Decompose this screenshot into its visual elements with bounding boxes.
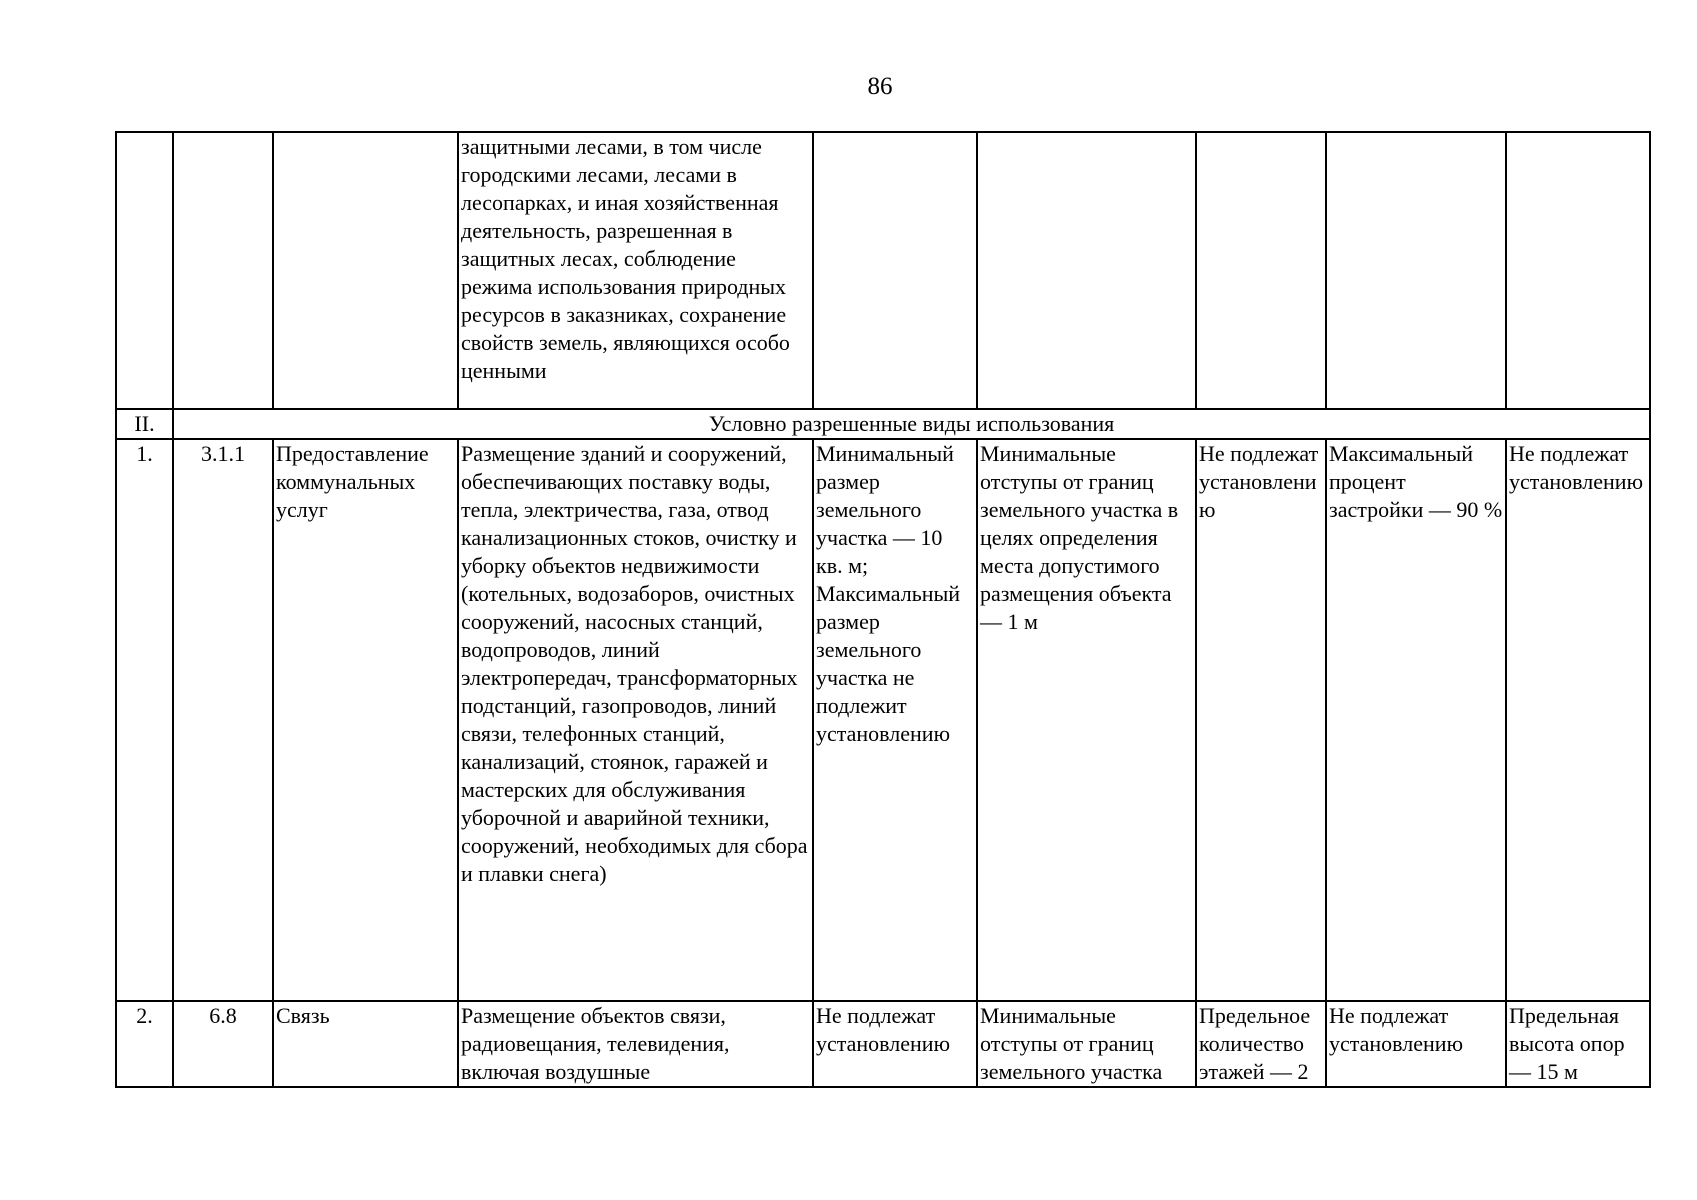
cell-floors: Не подлежат установлению <box>1196 439 1326 1001</box>
cell-name <box>273 132 458 409</box>
cell-setbacks: Минимальные отступы от границ земельного участка в целях определения места допустимого размещения объекта — 1 м <box>977 439 1196 1001</box>
cell-code: 3.1.1 <box>173 439 273 1001</box>
table-row-continuation <box>116 132 1650 409</box>
cell-name: Связь <box>273 1001 458 1087</box>
land-use-table <box>115 131 1651 1088</box>
cell-name: Предоставление коммунальных услуг <box>273 439 458 1001</box>
page-number: 86 <box>867 73 893 100</box>
cell-plot-size <box>813 132 977 409</box>
table-row <box>116 1001 1650 1087</box>
cell-setbacks: Минимальные отступы от границ земельного участка <box>977 1001 1196 1087</box>
table-row <box>116 439 1650 1001</box>
cell-other: Предельная высота опор — 15 м <box>1506 1001 1650 1087</box>
cell-floors: Предельное количество этажей — 2 <box>1196 1001 1326 1087</box>
cell-code: 6.8 <box>173 1001 273 1087</box>
cell-floors <box>1196 132 1326 409</box>
section-number: II. <box>116 409 173 439</box>
cell-plot-size: Не подлежат установлению <box>813 1001 977 1087</box>
cell-number <box>116 132 173 409</box>
cell-number: 1. <box>116 439 173 1001</box>
cell-description: Размещение объектов связи, радиовещания, телевидения, включая воздушные <box>458 1001 813 1087</box>
cell-number: 2. <box>116 1001 173 1087</box>
cell-plot-size: Минимальный размер земельного участка — 10 кв. м; Максимальный размер земельного участка не подлежит установлению <box>813 439 977 1001</box>
cell-description: Размещение зданий и сооружений, обеспечивающих поставку воды, тепла, электричества, газа, отвод канализационных стоков, очистку и уборку объектов недвижимости (котельных, водозаборов, очистных сооружений, насосных станций, водопроводов, линий электропередач, трансформаторных подстанций, газопроводов, линий связи, телефонных станций, канализаций, стоянок, гаражей и мастерских для обслуживания уборочной и аварийной техники, сооружений, необходимых для сбора и плавки снега) <box>458 439 813 1001</box>
section-header-row <box>116 409 1650 439</box>
cell-coverage: Максимальный процент застройки — 90 % <box>1326 439 1506 1001</box>
cell-coverage: Не подлежат установлению <box>1326 1001 1506 1087</box>
cell-other <box>1506 132 1650 409</box>
section-title: Условно разрешенные виды использования <box>173 409 1650 439</box>
cell-setbacks <box>977 132 1196 409</box>
cell-coverage <box>1326 132 1506 409</box>
cell-other: Не подлежат установлению <box>1506 439 1650 1001</box>
cell-code <box>173 132 273 409</box>
cell-description: защитными лесами, в том числе городскими лесами, лесами в лесопарках, и иная хозяйственная деятельность, разрешенная в защитных лесах, соблюдение режима использования природных ресурсов в заказниках, сохранение свойств земель, являющихся особо ценными <box>458 132 813 409</box>
